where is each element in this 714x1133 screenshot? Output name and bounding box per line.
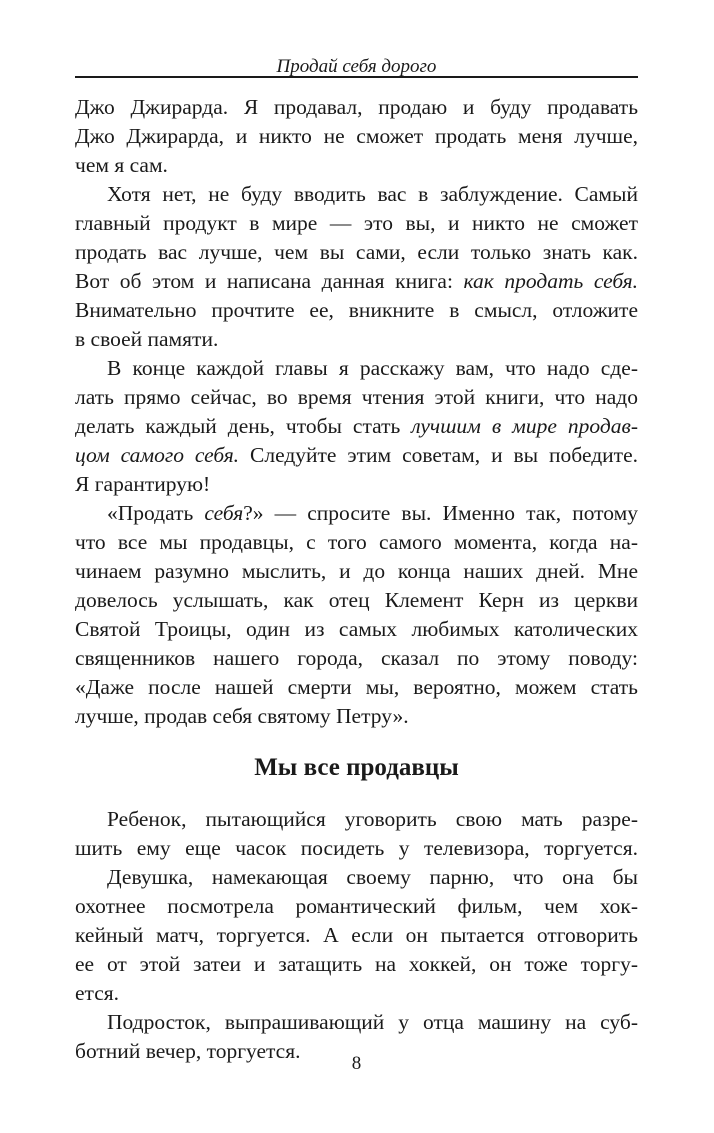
text-line: что все мы продавцы, с того самого момента, когда на- bbox=[75, 530, 638, 554]
text-line: Внимательно прочтите ее, вникните в смысл, отложите bbox=[75, 298, 638, 322]
italic-phrase: себя bbox=[204, 501, 244, 525]
running-header: Продай себя дорого bbox=[276, 56, 437, 77]
text-line: Джо Джирарда, и никто не сможет продать меня лучше, bbox=[75, 124, 638, 148]
text-line: чем я сам. bbox=[75, 153, 168, 177]
text-line bbox=[75, 441, 638, 469]
text-line: ботний вечер, торгуется. bbox=[75, 1039, 301, 1063]
text-line: Святой Троицы, один из самых любимых католических bbox=[75, 617, 638, 641]
text-line: Ребенок, пытающийся уговорить свою мать разре- bbox=[107, 807, 638, 831]
text-segment: ?» — спросите вы. Именно так, потому bbox=[243, 501, 638, 525]
text-line bbox=[107, 499, 638, 527]
text-line: охотнее посмотрела романтический фильм, чем хок- bbox=[75, 894, 638, 918]
header-rule bbox=[75, 76, 638, 78]
section-heading: Мы все продавцы bbox=[254, 754, 459, 781]
text-line: шить ему еще часок посидеть у телевизора, торгуется. bbox=[75, 836, 638, 860]
text-line: в своей памяти. bbox=[75, 327, 219, 351]
text-line: Джо Джирарда. Я продавал, продаю и буду продавать bbox=[75, 95, 638, 119]
text-line: В конце каждой главы я расскажу вам, что надо сде- bbox=[107, 356, 638, 380]
text-line: Я гарантирую! bbox=[75, 472, 211, 496]
text-segment: Вот об этом и написана данная книга: bbox=[75, 269, 464, 293]
text-segment: делать каждый день, чтобы стать bbox=[75, 414, 412, 438]
text-line: довелось услышать, как отец Клемент Керн из церкви bbox=[75, 588, 638, 612]
text-line: главный продукт в мире — это вы, и никто не сможет bbox=[75, 211, 638, 235]
text-line: продать вас лучше, чем вы сами, если только знать как. bbox=[75, 240, 638, 264]
text-line bbox=[75, 267, 638, 295]
italic-phrase: цом самого себя. bbox=[75, 443, 240, 467]
text-line: кейный матч, торгуется. А если он пытается отговорить bbox=[75, 923, 638, 947]
text-line bbox=[75, 412, 638, 440]
text-line: «Даже после нашей смерти мы, вероятно, можем стать bbox=[75, 675, 638, 699]
italic-phrase: как продать себя. bbox=[463, 269, 638, 293]
text-segment: «Продать bbox=[107, 501, 205, 525]
text-line: ется. bbox=[75, 981, 120, 1005]
text-line: лучше, продав себя святому Петру». bbox=[75, 704, 409, 728]
text-line: чинаем разумно мыслить, и до конца наших дней. Мне bbox=[75, 559, 638, 583]
text-line: Хотя нет, не буду вводить вас в заблуждение. Самый bbox=[107, 182, 638, 206]
page-number: 8 bbox=[351, 1053, 362, 1074]
text-segment: Следуйте этим советам, и вы победите. bbox=[239, 443, 638, 467]
text-line: Подросток, выпрашивающий у отца машину на суб- bbox=[107, 1010, 638, 1034]
text-line: лать прямо сейчас, во время чтения этой книги, что надо bbox=[75, 385, 638, 409]
text-line: Девушка, намекающая своему парню, что она бы bbox=[107, 865, 638, 889]
italic-phrase: лучшим в мире продав- bbox=[411, 414, 638, 438]
text-line: священников нашего города, сказал по этому поводу: bbox=[75, 646, 638, 670]
text-line: ее от этой затеи и затащить на хоккей, он тоже торгу- bbox=[75, 952, 638, 976]
